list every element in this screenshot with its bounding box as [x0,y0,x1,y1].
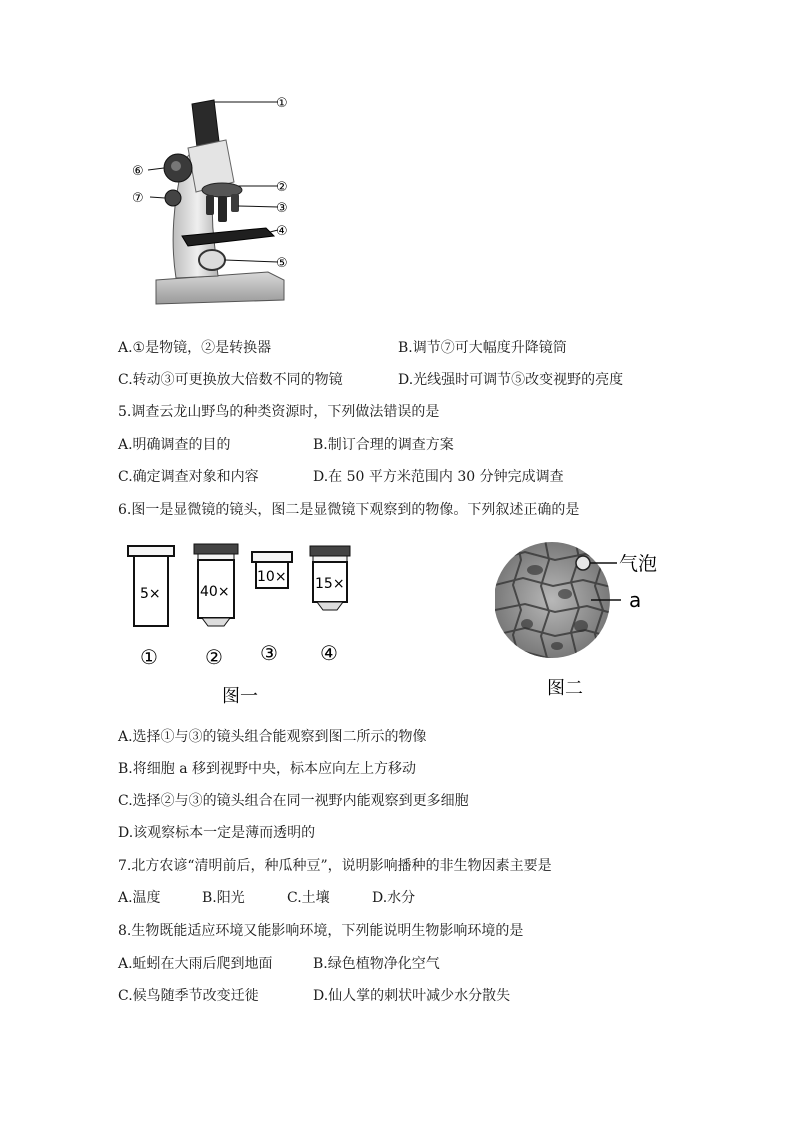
q4-option-b: B.调节⑦可大幅度升降镜筒 [398,340,567,356]
lens-4-mark: 15× [315,576,345,592]
q5-option-d: D.在 50 平方米范围内 30 分钟完成调查 [313,469,564,485]
q7-stem: 7.北方农谚“清明前后，种瓜种豆”，说明影响播种的非生物因素主要是 [118,858,552,874]
q6-option-c: C.选择②与③的镜头组合在同一视野内能观察到更多细胞 [118,793,469,809]
q6-stem: 6.图一是显微镜的镜头，图二是显微镜下观察到的物像。下列叙述正确的是 [118,502,580,518]
q8-option-c: C.候鸟随季节改变迁徙 [118,988,259,1004]
q4-option-d: D.光线强时可调节⑤改变视野的亮度 [398,372,624,388]
q8-option-d: D.仙人掌的刺状叶减少水分散失 [313,988,511,1004]
lens-4-number: ④ [320,641,338,665]
q5-option-a: A.明确调查的目的 [118,437,231,453]
q7-option-a: A.温度 [118,890,161,906]
lens-3 [252,552,292,665]
lens-3-mark: 10× [257,569,287,585]
lens-2-mark: 40× [200,584,230,600]
lens-1-number: ① [140,645,158,669]
q8-option-b: B.绿色植物净化空气 [313,956,440,972]
q8-option-a: A.蚯蚓在大雨后爬到地面 [118,956,273,972]
lens-1-mark: 5× [140,586,161,602]
figure-one-lenses [118,540,368,710]
microscope-label-6: ⑥ [132,164,144,179]
microscope-label-4: ④ [276,224,288,239]
microscope-figure [118,90,318,315]
q5-stem: 5.调查云龙山野鸟的种类资源时，下列做法错误的是 [118,404,440,420]
microscope-label-5: ⑤ [276,256,288,271]
figure-two-caption: 图二 [547,678,583,699]
q8-stem: 8.生物既能适应环境又能影响环境，下列能说明生物影响环境的是 [118,923,524,939]
q6-option-d: D.该观察标本一定是薄而透明的 [118,825,316,841]
q6-option-b: B.将细胞 a 移到视野中央，标本应向左上方移动 [118,761,416,777]
q4-option-a: A.①是物镜，②是转换器 [118,340,272,356]
microscope-label-3: ③ [276,201,288,216]
q7-option-b: B.阳光 [202,890,245,906]
figure-two-label-bubble: 气泡 [619,553,658,575]
lens-1 [128,546,174,669]
microscope-label-2: ② [276,180,288,195]
microscope-label-1: ① [276,96,288,111]
q6-option-a: A.选择①与③的镜头组合能观察到图二所示的物像 [118,729,427,745]
q7-option-c: C.土壤 [287,890,330,906]
lens-2-number: ② [205,645,223,669]
lens-2 [194,544,238,669]
figure-one-caption: 图一 [222,686,258,707]
q7-option-d: D.水分 [372,890,416,906]
q5-option-b: B.制订合理的调查方案 [313,437,454,453]
lens-3-number: ③ [260,641,278,665]
figure-two-view [495,530,670,705]
q5-option-c: C.确定调查对象和内容 [118,469,259,485]
figure-two-label-a: a [629,588,642,612]
microscope-label-7: ⑦ [132,191,144,206]
lens-4 [310,546,350,665]
q4-option-c: C.转动③可更换放大倍数不同的物镜 [118,372,343,388]
